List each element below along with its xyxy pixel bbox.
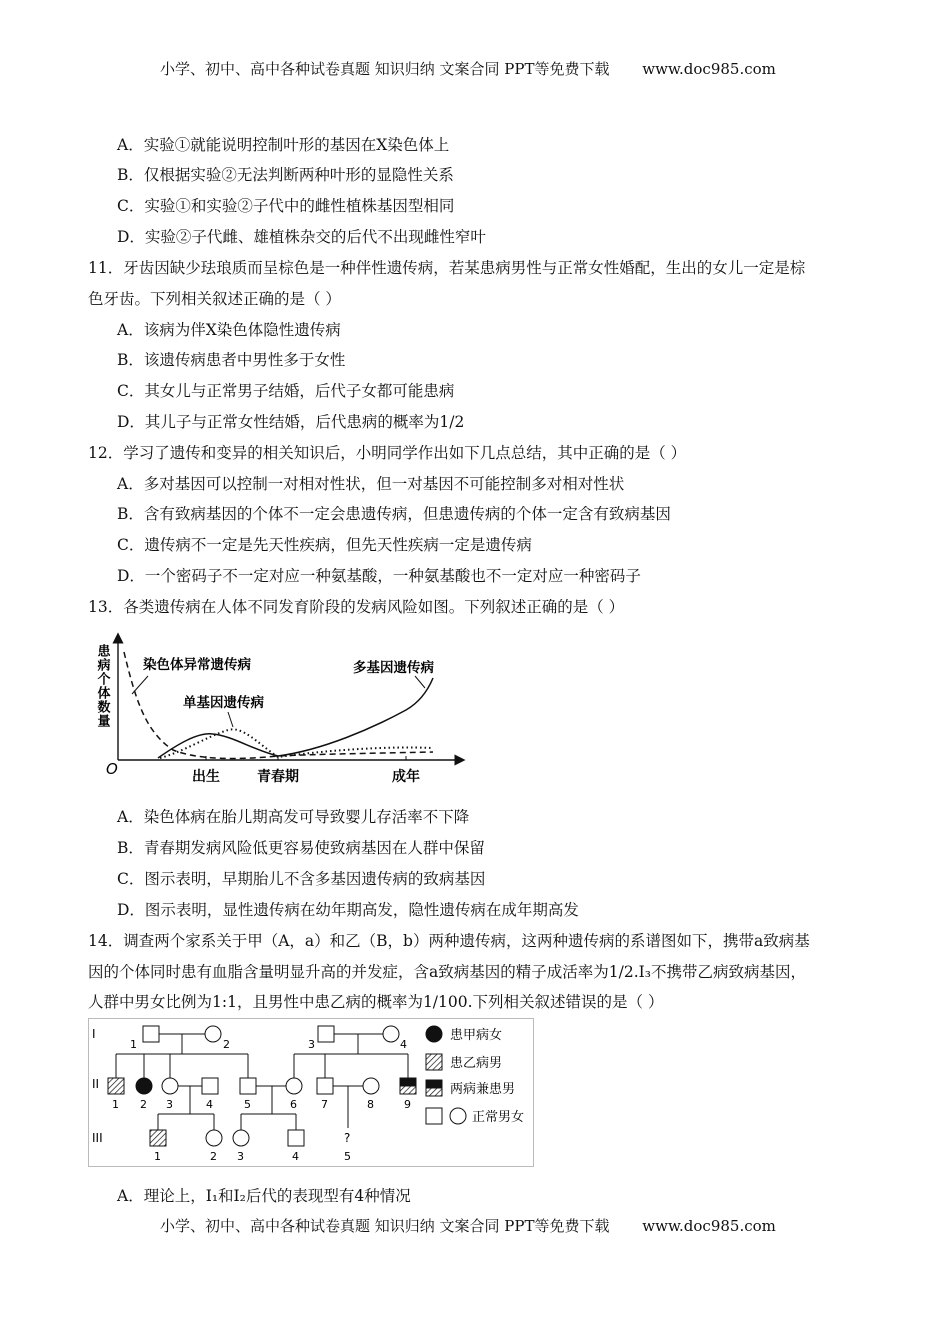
legend-female-a: 患甲病女 <box>450 1028 503 1043</box>
tick-label-adult: 成年 <box>392 769 420 785</box>
II-7-male <box>317 1078 333 1094</box>
III-3-female <box>233 1130 249 1146</box>
q11-option-b: B．该遗传病患者中男性多于女性 <box>117 351 346 369</box>
legend-female-a-icon <box>426 1026 442 1042</box>
q13-option-a: A．染色体病在胎儿期高发可导致婴儿存活率不下降 <box>117 808 470 826</box>
q12-option-a: A．多对基因可以控制一对相对性状，但一对基因不可能控制多对相对性状 <box>117 475 625 493</box>
II-4-male <box>202 1078 218 1094</box>
III-1-male-b <box>150 1130 166 1146</box>
q11-option-c: C．其女儿与正常男子结婚，后代子女都可能患病 <box>117 382 455 400</box>
svg-text:2: 2 <box>223 1038 230 1051</box>
II-2-female-a <box>136 1078 152 1094</box>
svg-text:2: 2 <box>210 1150 217 1163</box>
leader-polygenic <box>415 676 425 688</box>
legend-male-ab-icon-bottom <box>426 1088 442 1096</box>
leader-chromosomal <box>132 676 148 694</box>
q12-stem: 12．学习了遗传和变异的相关知识后，小明同学作出如下几点总结，其中正确的是（ ） <box>88 444 687 462</box>
series-single-gene <box>160 729 433 758</box>
svg-text:4: 4 <box>292 1150 299 1163</box>
I-3-male <box>318 1026 334 1042</box>
svg-text:5: 5 <box>344 1150 351 1163</box>
label-polygenic: 多基因遗传病 <box>353 660 434 676</box>
q12-option-c: C．遗传病不一定是先天性疾病，但先天性疾病一定是遗传病 <box>117 536 532 554</box>
legend-male-b-icon <box>426 1054 442 1070</box>
q11-option-d: D．其儿子与正常女性结婚，后代患病的概率为1/2 <box>117 413 465 431</box>
II-9-male-ab-bottom <box>400 1086 416 1094</box>
origin-label: O <box>106 760 118 778</box>
y-axis-label: 患病个体数量 <box>94 644 110 728</box>
svg-text:8: 8 <box>367 1098 374 1111</box>
pedigree-chart <box>88 1018 538 1170</box>
svg-text:2: 2 <box>140 1098 147 1111</box>
leader-single-gene <box>228 712 233 727</box>
q10-option-d: D．实验②子代雌、雄植株杂交的后代不出现雌性窄叶 <box>117 228 486 246</box>
page-footer <box>160 1215 776 1236</box>
legend-male-ab: 两病兼患男 <box>450 1082 516 1097</box>
svg-text:4: 4 <box>400 1038 407 1051</box>
svg-text:9: 9 <box>404 1098 411 1111</box>
I-4-female <box>383 1026 399 1042</box>
II-3-female <box>162 1078 178 1094</box>
II-1-male-b <box>108 1078 124 1094</box>
II-8-female <box>363 1078 379 1094</box>
I-1-male <box>143 1026 159 1042</box>
svg-text:7: 7 <box>321 1098 328 1111</box>
q13-option-c: C．图示表明，早期胎儿不含多基因遗传病的致病基因 <box>117 870 486 888</box>
q14-option-a: A．理论上，Ⅰ₁和Ⅰ₂后代的表现型有4种情况 <box>117 1187 411 1205</box>
q14-stem-line1: 14．调查两个家系关于甲（A，a）和乙（B，b）两种遗传病，这两种遗传病的系谱图如下，携带a致病基 <box>88 932 810 950</box>
II-6-female <box>286 1078 302 1094</box>
III-5-unknown: ? <box>344 1131 351 1145</box>
legend-normal-female-icon <box>450 1108 466 1124</box>
II-9-male-ab-top <box>400 1078 416 1086</box>
header-site[interactable]: www.doc985.com <box>642 60 776 78</box>
svg-text:3: 3 <box>308 1038 315 1051</box>
q14-stem-line2: 因的个体同时患有血脂含量明显升高的并发症，含a致病基因的精子成活率为1/2.I₃不携带乙病致病基因， <box>88 963 806 981</box>
q10-option-a: A．实验①就能说明控制叶形的基因在X染色体上 <box>117 136 450 154</box>
svg-text:6: 6 <box>290 1098 297 1111</box>
q10-option-c: C．实验①和实验②子代中的雌性植株基因型相同 <box>117 197 455 215</box>
gen-label-2: II <box>92 1077 100 1091</box>
legend-normal-male-icon <box>426 1108 442 1124</box>
footer-text: 小学、初中、高中各种试卷真题 知识归纳 文案合同 PPT等免费下载 <box>160 1217 610 1235</box>
II-5-male <box>240 1078 256 1094</box>
page-header <box>160 58 776 79</box>
III-4-male <box>288 1130 304 1146</box>
q11-option-a: A．该病为伴X染色体隐性遗传病 <box>117 321 341 339</box>
label-single-gene: 单基因遗传病 <box>183 695 264 711</box>
q13-option-b: B．青春期发病风险低更容易使致病基因在人群中保留 <box>117 839 485 857</box>
svg-text:1: 1 <box>112 1098 119 1111</box>
svg-text:1: 1 <box>154 1150 161 1163</box>
risk-chart <box>88 632 468 790</box>
tick-label-puberty: 青春期 <box>257 769 299 785</box>
label-chromosomal: 染色体异常遗传病 <box>143 657 251 673</box>
q11-stem-line1: 11．牙齿因缺少珐琅质而呈棕色是一种伴性遗传病，若某患病男性与正常女性婚配，生出的女儿一定是棕 <box>88 259 806 277</box>
svg-text:5: 5 <box>244 1098 251 1111</box>
III-2-female <box>206 1130 222 1146</box>
legend-male-b: 患乙病男 <box>450 1056 503 1071</box>
legend-normal: 正常男女 <box>472 1110 525 1125</box>
q10-option-b: B．仅根据实验②无法判断两种叶形的显隐性关系 <box>117 166 454 184</box>
series-polygenic <box>158 678 433 758</box>
gen-label-3: III <box>92 1131 103 1145</box>
footer-site[interactable]: www.doc985.com <box>642 1217 776 1235</box>
svg-text:1: 1 <box>130 1038 137 1051</box>
I-2-female <box>205 1026 221 1042</box>
header-text: 小学、初中、高中各种试卷真题 知识归纳 文案合同 PPT等免费下载 <box>160 60 610 78</box>
svg-text:3: 3 <box>237 1150 244 1163</box>
svg-text:4: 4 <box>206 1098 213 1111</box>
q12-option-d: D．一个密码子不一定对应一种氨基酸，一种氨基酸也不一定对应一种密码子 <box>117 567 641 585</box>
tick-label-birth: 出生 <box>192 769 220 785</box>
q11-stem-line2: 色牙齿。下列相关叙述正确的是（ ） <box>88 290 341 308</box>
q14-stem-line3: 人群中男女比例为1:1，且男性中患乙病的概率为1/100.下列相关叙述错误的是（ ） <box>88 993 664 1011</box>
svg-text:3: 3 <box>166 1098 173 1111</box>
q12-option-b: B．含有致病基因的个体不一定会患遗传病，但患遗传病的个体一定含有致病基因 <box>117 505 671 523</box>
gen-label-1: I <box>92 1027 96 1041</box>
q13-stem: 13．各类遗传病在人体不同发育阶段的发病风险如图。下列叙述正确的是（ ） <box>88 598 625 616</box>
q13-option-d: D．图示表明，显性遗传病在幼年期高发，隐性遗传病在成年期高发 <box>117 901 579 919</box>
legend-male-ab-icon-top <box>426 1080 442 1088</box>
